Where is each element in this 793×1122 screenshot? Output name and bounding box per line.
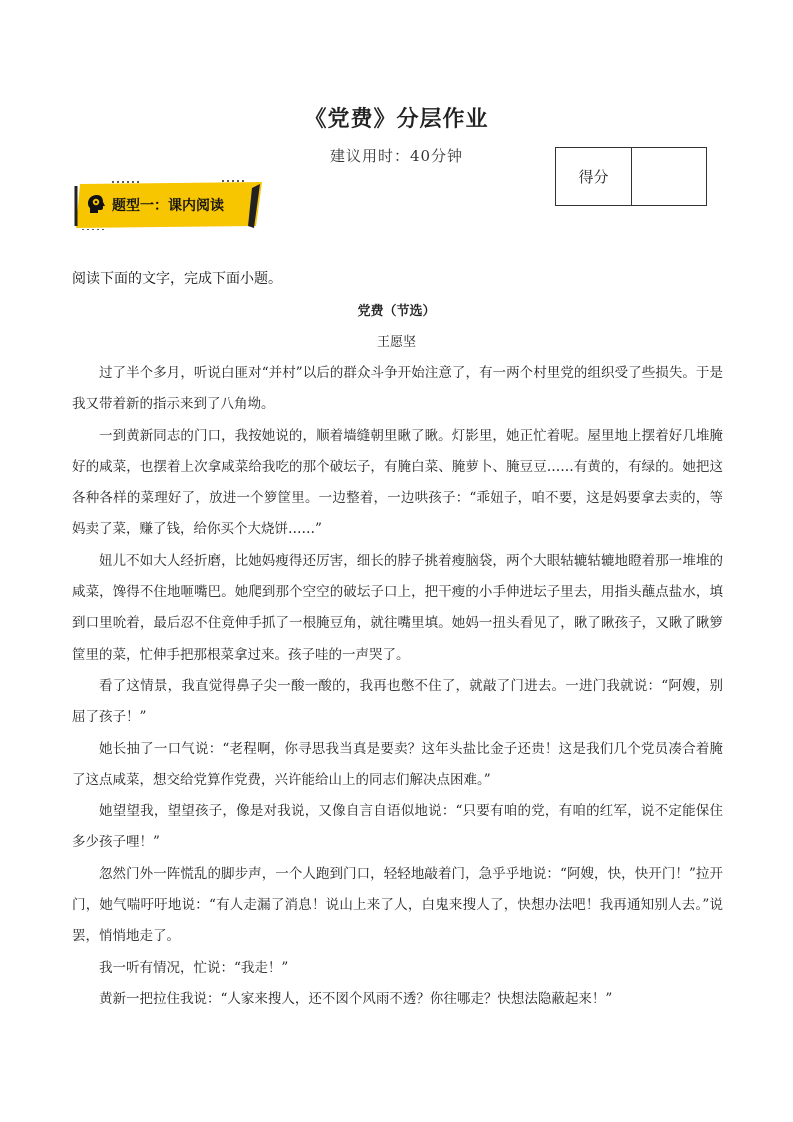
section-badge [72,180,272,230]
paragraph: 看了这情景，我直觉得鼻子尖一酸一酸的，我再也憋不住了，就敲了门进去。一进门我就说：“阿嫂，别屈了孩子！” [72,677,723,726]
brain-head-icon [86,193,108,215]
paragraph: 忽然门外一阵慌乱的脚步声，一个人跑到门口，轻轻地敲着门，急乎乎地说：“阿嫂，快，快开门！”拉开门，她气喘吁吁地说：“有人走漏了消息！说山上来了人，白鬼来搜人了，快想办法吧！我再通知别人去。”说罢，悄悄地走了。 [72,865,723,945]
reading-instruction: 阅读下面的文字，完成下面小题。 [72,271,282,287]
paragraph: 她长抽了一口气说：“老程啊，你寻思我当真是要卖？这年头盐比金子还贵！这是我们几个党员凑合着腌了这点咸菜，想交给党算作党费，兴许能给山上的同志们解决点困难。” [72,740,723,788]
score-value-field[interactable] [632,148,706,205]
suggested-time: 建议用时：40分钟 [329,147,464,165]
section-badge-label: 题型一：课内阅读 [112,198,224,214]
paragraph: 一到黄新同志的门口，我按她说的，顺着墙缝朝里瞅了瞅。灯影里，她正忙着呢。屋里地上摆着好几堆腌好的咸菜，也摆着上次拿咸菜给我吃的那个破坛子，有腌白菜、腌萝卜、腌豆豆……有黄的，有绿的。她把这各种各样的菜理好了，放进一个箩筐里。一边整着，一边哄孩子：“乖妞子，咱不要，这是妈要拿去卖的，等妈卖了菜，赚了钱，给你买个大烧饼……” [72,427,723,538]
paragraph: 我一听有情况，忙说：“我走！” [99,959,289,976]
score-box [555,147,707,206]
paragraph: 她望望我，望望孩子，像是对我说，又像自言自语似地说：“只要有咱的党，有咱的红军，说不定能保住多少孩子哩！” [72,803,723,851]
score-label: 得分 [556,148,632,205]
article-title: 党费（节选） [357,304,436,319]
page-title: 《党费》分层作业 [304,106,489,132]
article-body [72,358,723,1015]
article-author: 王愿坚 [376,335,416,350]
paragraph: 黄新一把拉住我说：“人家来搜人，还不図个风雨不透？你往哪走？快想法隐蔽起来！” [99,990,613,1007]
paragraph: 过了半个多月，听说白匪对“并村”以后的群众斗争开始注意了，有一两个村里党的组织受了些损失。于是我又带着新的指示来到了八角坳。 [72,365,723,413]
paragraph: 妞儿不如大人经折磨，比她妈瘦得还厉害，细长的脖子挑着瘦脑袋，两个大眼轱辘轱辘地瞪着那一堆堆的咸菜，馋得不住地咂嘴巴。她爬到那个空空的破坛子口上，把干瘦的小手伸进坛子里去，用指头蘸点盐水，填到口里吮着，最后忍不住竟伸手抓了一根腌豆角，就往嘴里填。她妈一扭头看见了，瞅了瞅孩子，又瞅了瞅箩筐里的菜，忙伸手把那根菜拿过来。孩子哇的一声哭了。 [72,552,723,663]
